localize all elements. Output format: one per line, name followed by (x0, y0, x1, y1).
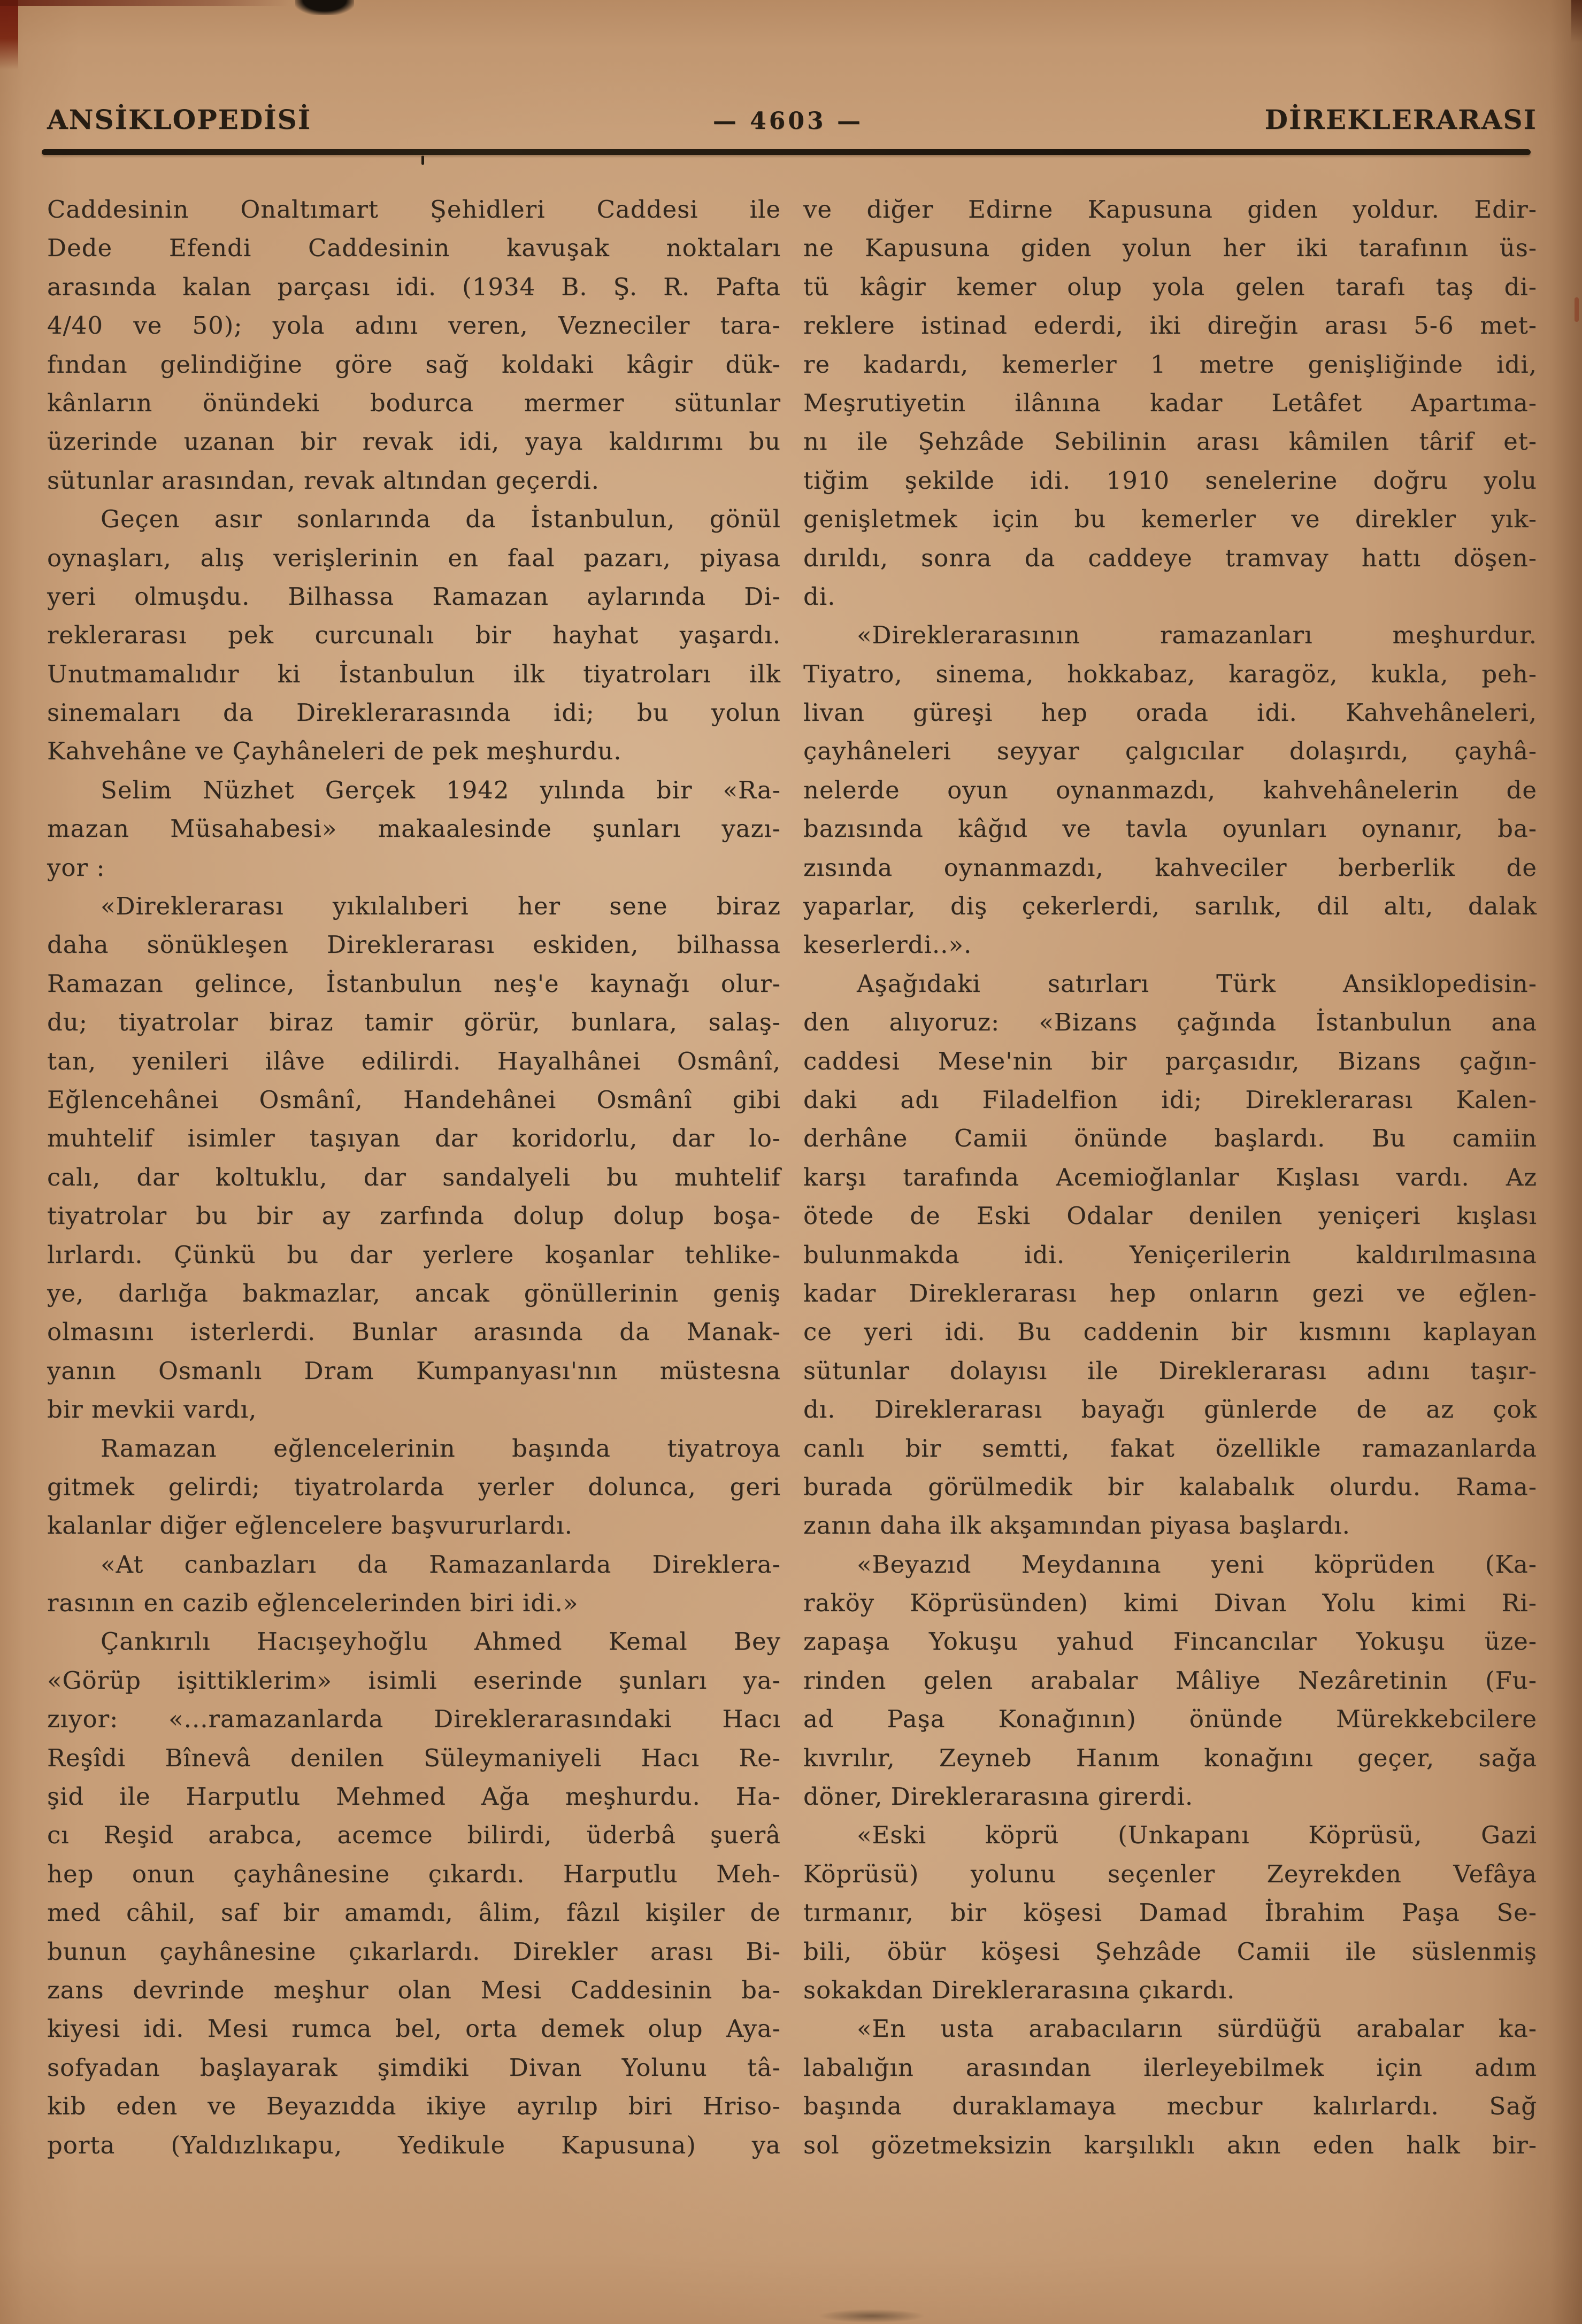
text-line: burada görülmedik bir kalabalık olurdu. Rama- (803, 1472, 1537, 1501)
text-line: rasının en cazib eğlencelerinden biri idi.» (47, 1589, 579, 1618)
paragraph (47, 1622, 781, 2164)
rule-tick-mark (421, 156, 424, 165)
text-line: kıvrılır, Zeyneb Hanım konağını geçer, sağa (803, 1743, 1537, 1772)
paragraph (803, 1816, 1537, 2010)
running-title-right: DİREKLERARASI (1264, 104, 1537, 135)
text-line: ce yeri idi. Bu caddenin bir kısmını kaplayan (803, 1318, 1537, 1346)
text-line: caddesi Mese'nin bir parçasıdır, Bizans çağın- (803, 1046, 1537, 1075)
running-title-left: ANSİKLOPEDİSİ (47, 104, 312, 135)
text-line: Caddesinin Onaltımart Şehidleri Caddesi ile (47, 195, 781, 224)
text-line: mazan Müsahabesi» makaalesinde şunları yazı- (47, 814, 781, 843)
column-left (47, 190, 781, 2165)
text-line: tırmanır, bir köşesi Damad İbrahim Paşa Se- (803, 1898, 1537, 1927)
page-number: — 4603 — (712, 107, 863, 135)
text-line: calı, dar koltuklu, dar sandalyeli bu muhtelif (47, 1163, 781, 1191)
paragraph (803, 1545, 1537, 1817)
text-line: nelerde oyun oynanmazdı, kahvehânelerin de (803, 775, 1537, 804)
text-line: daha sönükleşen Direklerarası eskiden, bilhassa (47, 930, 781, 959)
page-header (47, 104, 1537, 135)
text-line: bunun çayhânesine çıkarlardı. Direkler arası Bi- (47, 1937, 781, 1966)
text-line: kânların önündeki bodurca mermer sütunlar (47, 388, 781, 417)
text-line: reklerarası pek curcunalı bir hayhat yaşardı. (47, 621, 781, 650)
text-line: ötede de Eski Odalar denilen yeniçeri kışlası (803, 1202, 1537, 1230)
text-line: Aşağıdaki satırları Türk Ansiklopedisin- (857, 969, 1537, 998)
text-line: yaparlar, diş çekerlerdi, sarılık, dil altı, dalak (803, 892, 1537, 921)
text-line: gitmek gelirdi; tiyatrolarda yerler dolunca, geri (47, 1472, 781, 1501)
text-line: oynaşları, alış verişlerinin en faal pazarı, piyasa (47, 543, 781, 572)
text-line: «Eski köprü (Unkapanı Köprüsü, Gazi (857, 1821, 1537, 1850)
text-line: «Görüp işittiklerim» isimli eserinde şunları ya- (47, 1666, 781, 1695)
text-line: bili, öbür köşesi Şehzâde Camii ile süslenmiş (803, 1937, 1537, 1966)
text-columns (47, 190, 1537, 2165)
text-line: zans devrinde meşhur olan Mesi Caddesinin ba- (47, 1975, 781, 2004)
text-line: «At canbazları da Ramazanlarda Direklera- (101, 1550, 781, 1579)
paragraph (47, 500, 781, 771)
text-line: 4/40 ve 50); yola adını veren, Vezneciler tara- (47, 311, 781, 340)
scan-edge-speck (1575, 297, 1579, 322)
text-line: kiyesi idi. Mesi rumca bel, orta demek olup Aya- (47, 2014, 781, 2043)
text-line: Eğlencehânei Osmânî, Handehânei Osmânî gibi (47, 1085, 781, 1114)
text-line: zanın daha ilk akşamından piyasa başlardı. (803, 1511, 1350, 1540)
text-line: dırıldı, sonra da caddeye tramvay hattı döşen- (803, 543, 1537, 572)
text-line: zapaşa Yokuşu yahud Fincancılar Yokuşu üze- (803, 1627, 1537, 1656)
text-line: yor : (47, 853, 105, 882)
text-line: keserlerdi..». (803, 930, 972, 959)
text-line: Dede Efendi Caddesinin kavuşak noktaları (47, 234, 781, 263)
paragraph (47, 1429, 781, 1545)
text-line: şid ile Harputlu Mehmed Ağa meşhurdu. Ha- (47, 1782, 781, 1811)
text-line: Unutmamalıdır ki İstanbulun ilk tiyatroları ilk (47, 659, 781, 688)
text-line: Selim Nüzhet Gerçek 1942 yılında bir «Ra- (101, 775, 781, 804)
text-line: fından gelindiğine göre sağ koldaki kâgir dük- (47, 350, 781, 379)
text-line: porta (Yaldızlıkapu, Yedikule Kapusuna) ya (47, 2130, 781, 2159)
text-line: Köprüsü) yolunu seçenler Zeyrekden Vefâya (803, 1859, 1537, 1888)
text-line: Ramazan gelince, İstanbulun neş'e kaynağı olur- (47, 969, 781, 998)
text-line: sokakdan Direklerarasına çıkardı. (803, 1975, 1235, 2004)
text-line: reklere istinad ederdi, iki direğin arası 5-6 met- (803, 311, 1537, 340)
text-line: den alıyoruz: «Bizans çağında İstanbulun ana (803, 1008, 1537, 1037)
text-line: Kahvehâne ve Çayhâneleri de pek meşhurdu. (47, 737, 622, 766)
text-line: cı Reşid arabca, acemce bilirdi, üderbâ şuerâ (47, 1821, 781, 1850)
paragraph (803, 965, 1537, 1545)
text-line: tiyatrolar bu bir ay zarfında dolup dolup boşa- (47, 1202, 781, 1230)
paragraph (47, 887, 781, 1429)
text-line: «En usta arabacıların sürdüğü arabalar ka- (857, 2014, 1537, 2043)
text-line: sütunlar dolayısı ile Direklerarası adını taşır- (803, 1356, 1537, 1385)
text-line: di. (803, 582, 836, 611)
text-line: Tiyatro, sinema, hokkabaz, karagöz, kukla, peh- (803, 659, 1537, 688)
text-line: labalığın arasından ilerleyebilmek için adım (803, 2053, 1537, 2082)
scan-bottom-smudge (818, 2309, 925, 2323)
paragraph (47, 190, 781, 500)
scan-top-stain (0, 0, 289, 6)
text-line: sütunlar arasından, revak altından geçerdi. (47, 466, 600, 495)
text-line: üzerinde uzanan bir revak idi, yaya kaldırımı bu (47, 427, 781, 456)
text-line: Meşrutiyetin ilânına kadar Letâfet Apartıma- (803, 388, 1537, 417)
text-line: çayhâneleri seyyar çalgıcılar dolaşırdı, çayhâ- (803, 737, 1537, 766)
text-line: Geçen asır sonlarında da İstanbulun, gönül (101, 505, 781, 534)
text-line: sofyadan başlayarak şimdiki Divan Yolunu tâ- (47, 2053, 781, 2082)
text-line: muhtelif isimler taşıyan dar koridorlu, dar lo- (47, 1124, 781, 1153)
column-right (803, 190, 1537, 2165)
text-line: raköy Köprüsünden) kimi Divan Yolu kimi Ri- (803, 1589, 1537, 1618)
text-line: tü kâgir kemer olup yola gelen tarafı taş di- (803, 272, 1537, 301)
text-line: bazısında kâğıd ve tavla oyunları oynanır, ba- (803, 814, 1537, 843)
paragraph (803, 2010, 1537, 2165)
scan-corner-stain (1571, 0, 1582, 43)
text-line: «Direklerarası yıkılalıberi her sene biraz (101, 892, 781, 921)
text-line: canlı bir semtti, fakat özellikle ramazanlarda (803, 1434, 1537, 1463)
text-line: rinden gelen arabalar Mâliye Nezâretinin (Fu- (803, 1666, 1537, 1695)
paragraph (47, 1545, 781, 1623)
text-line: başında duraklamaya mecbur kalırlardı. Sağ (803, 2092, 1537, 2121)
text-line: olmasını isterlerdi. Bunlar arasında da Manak- (47, 1318, 781, 1346)
scan-ink-blot (295, 0, 354, 15)
text-line: Ramazan eğlencelerinin başında tiyatroya (101, 1434, 781, 1463)
text-line: re kadardı, kemerler 1 metre genişliğinde idi, (803, 350, 1537, 379)
text-line: zıyor: «...ramazanlarda Direklerarasındaki Hacı (47, 1705, 781, 1734)
text-line: livan güreşi hep orada idi. Kahvehâneleri, (803, 698, 1537, 727)
header-rule (42, 149, 1531, 155)
text-line: genişletmek için bu kemerler ve direkler yık- (803, 505, 1537, 534)
text-line: hep onun çayhânesine çıkardı. Harputlu Meh- (47, 1859, 781, 1888)
text-line: lırlardı. Çünkü bu dar yerlere koşanlar tehlike- (47, 1240, 781, 1269)
text-line: yanın Osmanlı Dram Kumpanyası'nın müstesna (47, 1356, 781, 1385)
text-line: «Beyazıd Meydanına yeni köprüden (Ka- (857, 1550, 1537, 1579)
text-line: bir mevkii vardı, (47, 1395, 257, 1424)
text-line: dı. Direklerarası bayağı günlerde de az çok (803, 1395, 1537, 1424)
text-line: döner, Direklerarasına girerdi. (803, 1782, 1194, 1811)
text-line: kalanlar diğer eğlencelere başvururlardı. (47, 1511, 573, 1540)
text-line: tan, yenileri ilâve edilirdi. Hayalhânei Osmânî, (47, 1046, 781, 1075)
text-line: sol gözetmeksizin karşılıklı akın eden halk bir- (803, 2130, 1537, 2159)
text-line: Çankırılı Hacışeyhoğlu Ahmed Kemal Bey (101, 1627, 781, 1656)
text-line: derhâne Camii önünde başlardı. Bu camiin (803, 1124, 1537, 1153)
text-line: daki adı Filadelfion idi; Direklerarası Kalen- (803, 1085, 1537, 1114)
text-line: «Direklerarasının ramazanları meşhurdur. (857, 621, 1537, 650)
text-line: Reşîdi Bînevâ denilen Süleymaniyeli Hacı Re- (47, 1743, 781, 1772)
text-line: ad Paşa Konağının) önünde Mürekkebcilere (803, 1705, 1537, 1734)
text-line: yeri olmuşdu. Bilhassa Ramazan aylarında Di- (47, 582, 781, 611)
text-line: kadar Direklerarası hep onların gezi ve eğlen- (803, 1279, 1537, 1307)
paragraph (803, 190, 1537, 616)
text-line: ne Kapusuna giden yolun her iki tarafının üs- (803, 234, 1537, 263)
text-line: karşı tarafında Acemioğlanlar Kışlası vardı. Az (803, 1163, 1537, 1191)
text-line: ve diğer Edirne Kapusuna giden yoldur. Edir- (803, 195, 1537, 224)
paragraph (803, 616, 1537, 965)
paragraph (47, 771, 781, 887)
text-line: arasında kalan parçası idi. (1934 B. Ş. R. Pafta (47, 272, 781, 301)
text-line: bulunmakda idi. Yeniçerilerin kaldırılmasına (803, 1240, 1537, 1269)
text-line: nı ile Şehzâde Sebilinin arası kâmilen târif et- (803, 427, 1537, 456)
scan-edge-stain (0, 0, 18, 70)
text-line: sinemaları da Direklerarasında idi; bu yolun (47, 698, 781, 727)
text-line: zısında oynanmazdı, kahveciler berberlik de (803, 853, 1537, 882)
text-line: tiğim şekilde idi. 1910 senelerine doğru yolu (803, 466, 1537, 495)
text-line: med câhil, saf bir amamdı, âlim, fâzıl kişiler de (47, 1898, 781, 1927)
text-line: ye, darlığa bakmazlar, ancak gönüllerinin geniş (47, 1279, 781, 1307)
text-line: du; tiyatrolar biraz tamir görür, bunlara, salaş- (47, 1008, 781, 1037)
text-line: kib eden ve Beyazıdda ikiye ayrılıp biri Hriso- (47, 2092, 781, 2121)
